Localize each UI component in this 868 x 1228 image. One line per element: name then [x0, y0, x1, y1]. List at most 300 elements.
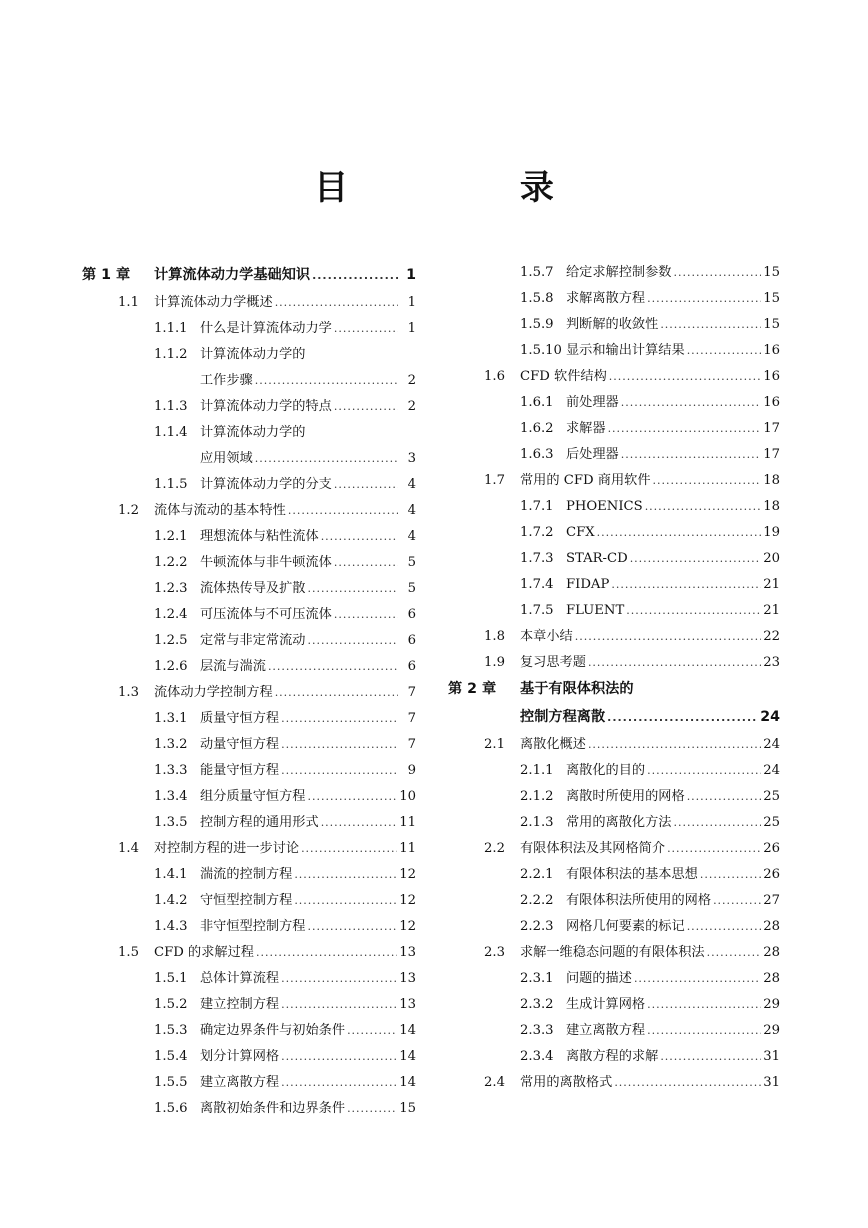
toc-leader-dots [294, 862, 397, 888]
toc-entry-page: 26 [763, 867, 780, 882]
toc-entry[interactable] [154, 914, 416, 940]
toc-entry-title: FIDAP [566, 577, 610, 592]
toc-entry[interactable] [520, 1044, 780, 1070]
toc-entry-page: 1 [407, 321, 416, 336]
toc-entry[interactable] [154, 888, 416, 914]
toc-entry-title: 有限体积法所使用的网格 [566, 893, 712, 908]
toc-entry-page: 5 [407, 581, 416, 596]
toc-leader-dots [281, 992, 397, 1018]
toc-entry-page: 12 [399, 867, 416, 882]
toc-entry[interactable] [154, 1096, 416, 1122]
toc-entry-page: 31 [763, 1075, 780, 1090]
toc-entry[interactable] [118, 680, 416, 706]
toc-entry-page: 28 [763, 945, 780, 960]
toc-leader-dots [281, 1070, 397, 1096]
toc-entry-title: 常用的 CFD 商用软件 [520, 473, 651, 488]
toc-entry-title: 常用的离散化方法 [566, 815, 672, 830]
toc-leader-dots [588, 650, 761, 676]
toc-entry[interactable] [520, 442, 780, 468]
toc-leader-dots [647, 1018, 761, 1044]
toc-entry-number: 1.2.2 [154, 555, 188, 570]
toc-entry[interactable] [484, 940, 780, 966]
toc-leader-dots [621, 442, 761, 468]
toc-entry[interactable] [484, 1070, 780, 1096]
toc-leader-dots [645, 494, 762, 520]
toc-entry-title: 本章小结 [520, 629, 573, 644]
toc-entry-number: 1.6.3 [520, 447, 554, 462]
toc-leader-dots [647, 758, 761, 784]
toc-entry-number: 1.2 [118, 503, 139, 518]
toc-leader-dots [626, 598, 761, 624]
toc-leader-dots [588, 732, 761, 758]
toc-entry[interactable] [200, 446, 416, 472]
toc-entry-title: 前处理器 [566, 395, 619, 410]
toc-entry-title: 判断解的收敛性 [566, 317, 659, 332]
toc-entry-number: 1.9 [484, 655, 505, 670]
toc-entry-page: 17 [763, 421, 780, 436]
toc-leader-dots [597, 520, 762, 546]
toc-entry-number: 1.5.10 [520, 343, 562, 358]
toc-entry[interactable] [154, 1044, 416, 1070]
toc-entry[interactable] [154, 550, 416, 576]
toc-entry-page: 2 [407, 399, 416, 414]
toc-entry-title: STAR-CD [566, 551, 628, 566]
toc-entry-page: 4 [407, 477, 416, 492]
toc-leader-dots [347, 1096, 397, 1122]
toc-leader-dots [294, 888, 397, 914]
toc-entry-page: 31 [763, 1049, 780, 1064]
toc-leader-dots [634, 966, 761, 992]
toc-entry[interactable] [118, 940, 416, 966]
toc-entry-number: 1.1.3 [154, 399, 188, 414]
toc-entry[interactable] [520, 390, 780, 416]
toc-entry-number: 1.5.6 [154, 1101, 188, 1116]
toc-entry-page: 13 [399, 945, 416, 960]
toc-entry[interactable] [154, 1070, 416, 1096]
toc-entry-title: 计算流体动力学基础知识 [154, 267, 311, 283]
toc-entry-number: 第 1 章 [82, 267, 131, 283]
toc-entry-number: 2.3 [484, 945, 505, 960]
toc-entry-number: 2.1 [484, 737, 505, 752]
toc-entry-title: 对控制方程的进一步讨论 [154, 841, 300, 856]
toc-leader-dots [288, 498, 398, 524]
toc-entry-number: 1.7 [484, 473, 505, 488]
toc-leader-dots [308, 914, 398, 940]
toc-leader-dots [713, 888, 761, 914]
toc-entry-number: 1.3.1 [154, 711, 188, 726]
toc-entry-page: 7 [407, 711, 416, 726]
toc-entry-title: 离散方程的求解 [566, 1049, 659, 1064]
toc-entry[interactable] [154, 732, 416, 758]
toc-entry[interactable] [520, 992, 780, 1018]
toc-entry-number: 第 2 章 [448, 681, 497, 697]
toc-entry-title: 后处理器 [566, 447, 619, 462]
toc-entry[interactable] [154, 1018, 416, 1044]
toc-entry-number: 1.5.4 [154, 1049, 188, 1064]
toc-leader-dots [609, 364, 761, 390]
toc-entry-page: 15 [763, 317, 780, 332]
toc-entry-page: 21 [763, 603, 780, 618]
toc-entry-page: 12 [399, 919, 416, 934]
toc-entry-number: 1.5.8 [520, 291, 554, 306]
toc-entry-title: 守恒型控制方程 [200, 893, 293, 908]
toc-entry-number: 1.4.3 [154, 919, 188, 934]
toc-entry[interactable] [520, 312, 780, 338]
toc-entry[interactable] [520, 914, 780, 940]
toc-entry-page: 22 [763, 629, 780, 644]
toc-entry-number: 2.3.2 [520, 997, 554, 1012]
toc-entry[interactable] [520, 260, 780, 286]
toc-entry-page: 15 [399, 1101, 416, 1116]
toc-right-column [448, 260, 780, 1096]
toc-entry-number: 1.4 [118, 841, 139, 856]
toc-entry[interactable] [154, 862, 416, 888]
toc-entry-page: 7 [407, 737, 416, 752]
toc-entry-page: 17 [763, 447, 780, 462]
toc-entry-page: 11 [399, 841, 416, 856]
toc-entry-number: 1.2.5 [154, 633, 188, 648]
toc-entry[interactable] [154, 602, 416, 628]
toc-entry[interactable] [520, 546, 780, 572]
toc-entry-number: 2.3.1 [520, 971, 554, 986]
toc-entry[interactable] [154, 524, 416, 550]
toc-entry[interactable] [154, 472, 416, 498]
toc-entry-title: 显示和输出计算结果 [566, 343, 685, 358]
toc-entry-page: 16 [763, 395, 780, 410]
toc-entry-title: 流体与流动的基本特性 [154, 503, 286, 518]
toc-entry-title: CFX [566, 525, 595, 540]
toc-leader-dots [321, 524, 398, 550]
toc-entry-title: 离散时所使用的网格 [566, 789, 685, 804]
toc-entry-title: 问题的描述 [566, 971, 632, 986]
toc-entry-number: 2.1.3 [520, 815, 554, 830]
toc-entry-number: 1.3.4 [154, 789, 188, 804]
toc-entry-number: 1.3 [118, 685, 139, 700]
toc-entry[interactable] [154, 784, 416, 810]
toc-entry-number: 1.2.3 [154, 581, 188, 596]
toc-entry-number: 2.2.3 [520, 919, 554, 934]
toc-entry-number: 1.4.1 [154, 867, 188, 882]
toc-leader-dots [334, 316, 398, 342]
toc-entry-page: 18 [763, 499, 780, 514]
toc-entry[interactable] [520, 1018, 780, 1044]
toc-entry-title: 控制方程的通用形式 [200, 815, 319, 830]
toc-entry-number: 1.7.1 [520, 499, 554, 514]
toc-entry-page: 14 [399, 1049, 416, 1064]
toc-entry-page: 4 [407, 529, 416, 544]
toc-entry-number: 1.1.1 [154, 321, 188, 336]
toc-entry-number: 1.3.5 [154, 815, 188, 830]
toc-entry[interactable] [484, 836, 780, 862]
toc-leader-dots [256, 940, 397, 966]
toc-leader-dots [630, 546, 762, 572]
toc-entry-title: 离散初始条件和边界条件 [200, 1101, 346, 1116]
toc-entry[interactable] [520, 598, 780, 624]
toc-entry-title: 基于有限体积法的 [520, 681, 634, 697]
toc-entry-title: 求解离散方程 [566, 291, 646, 306]
toc-entry-number: 2.4 [484, 1075, 505, 1090]
toc-entry-title: 划分计算网格 [200, 1049, 280, 1064]
toc-entry-number: 2.2.2 [520, 893, 554, 908]
toc-entry-title: 计算流体动力学的特点 [200, 399, 332, 414]
toc-entry-title: 层流与湍流 [200, 659, 266, 674]
toc-entry-title: 流体动力学控制方程 [154, 685, 273, 700]
toc-entry-title: CFD 的求解过程 [154, 945, 254, 960]
toc-entry-page: 18 [763, 473, 780, 488]
toc-entry-page: 26 [763, 841, 780, 856]
toc-entry-number: 1.5.7 [520, 265, 554, 280]
toc-entry-number: 2.1.1 [520, 763, 554, 778]
toc-entry-number: 1.7.5 [520, 603, 554, 618]
toc-leader-dots [334, 602, 398, 628]
toc-entry[interactable] [520, 784, 780, 810]
toc-entry-title: 有限体积法及其网格简介 [520, 841, 666, 856]
toc-entry-title: 建立控制方程 [200, 997, 280, 1012]
toc-entry-number: 1.7.4 [520, 577, 554, 592]
toc-entry-number: 1.3.3 [154, 763, 188, 778]
toc-entry-title: 计算流体动力学的分支 [200, 477, 332, 492]
toc-leader-dots [575, 624, 761, 650]
toc-entry-number: 1.7.2 [520, 525, 554, 540]
toc-leader-dots [667, 836, 761, 862]
toc-entry-page: 23 [763, 655, 780, 670]
toc-leader-dots [687, 338, 762, 364]
toc-entry-title: 流体热传导及扩散 [200, 581, 306, 596]
toc-entry-page: 6 [407, 659, 416, 674]
toc-entry-title: 应用领域 [200, 451, 253, 466]
toc-leader-dots [255, 446, 398, 472]
toc-leader-dots [660, 1044, 761, 1070]
toc-entry-title: 求解器 [566, 421, 606, 436]
toc-leader-dots [312, 261, 398, 291]
toc-entry-number: 1.1.2 [154, 347, 188, 362]
toc-entry-number: 1.3.2 [154, 737, 188, 752]
toc-entry-number: 2.3.4 [520, 1049, 554, 1064]
toc-entry-page: 14 [399, 1075, 416, 1090]
toc-leader-dots [621, 390, 761, 416]
toc-entry-number: 2.3.3 [520, 1023, 554, 1038]
toc-entry-page: 9 [407, 763, 416, 778]
toc-entry-page: 25 [763, 815, 780, 830]
toc-entry-title: CFD 软件结构 [520, 369, 607, 384]
toc-entry[interactable] [154, 654, 416, 680]
toc-entry-title: 有限体积法的基本思想 [566, 867, 698, 882]
toc-entry[interactable] [484, 624, 780, 650]
toc-entry[interactable] [448, 676, 780, 702]
toc-leader-dots [268, 654, 398, 680]
toc-leader-dots [674, 810, 762, 836]
toc-entry[interactable] [154, 992, 416, 1018]
toc-entry-page: 15 [763, 265, 780, 280]
toc-entry-title: 给定求解控制参数 [566, 265, 672, 280]
toc-leader-dots [700, 862, 761, 888]
toc-entry[interactable] [118, 290, 416, 316]
toc-entry[interactable] [520, 810, 780, 836]
toc-entry-number: 1.5.2 [154, 997, 188, 1012]
toc-entry-title: 网格几何要素的标记 [566, 919, 685, 934]
toc-entry-page: 5 [407, 555, 416, 570]
toc-entry-title: 理想流体与粘性流体 [200, 529, 319, 544]
toc-entry-page: 24 [763, 737, 780, 752]
toc-entry-number: 1.1.4 [154, 425, 188, 440]
toc-leader-dots [281, 758, 398, 784]
toc-entry-page: 28 [763, 971, 780, 986]
toc-entry-title: 计算流体动力学概述 [154, 295, 273, 310]
toc-entry[interactable] [520, 572, 780, 598]
toc-entry-title: 什么是计算流体动力学 [200, 321, 332, 336]
toc-entry-number: 2.2 [484, 841, 505, 856]
toc-entry[interactable] [520, 862, 780, 888]
toc-entry[interactable] [520, 416, 780, 442]
toc-entry[interactable] [200, 368, 416, 394]
toc-leader-dots [281, 732, 398, 758]
toc-entry-title: FLUENT [566, 603, 625, 618]
toc-entry-number: 1.7.3 [520, 551, 554, 566]
toc-entry-title: 离散化概述 [520, 737, 586, 752]
toc-entry-page: 27 [763, 893, 780, 908]
toc-leader-dots [281, 966, 397, 992]
toc-leader-dots [687, 784, 762, 810]
toc-entry-title: PHOENICS [566, 499, 643, 514]
toc-entry-title: 动量守恒方程 [200, 737, 280, 752]
toc-entry[interactable] [484, 650, 780, 676]
toc-entry-number: 1.6.1 [520, 395, 554, 410]
toc-entry[interactable] [520, 520, 780, 546]
toc-entry[interactable] [118, 836, 416, 862]
toc-entry[interactable] [154, 342, 416, 368]
toc-entry-page: 29 [763, 997, 780, 1012]
toc-entry[interactable] [154, 628, 416, 654]
toc-leader-dots [334, 472, 398, 498]
toc-entry[interactable] [484, 732, 780, 758]
toc-entry[interactable] [484, 364, 780, 390]
toc-entry-number: 2.2.1 [520, 867, 554, 882]
toc-entry-page: 1 [406, 267, 416, 283]
toc-leader-dots [334, 550, 398, 576]
toc-entry-page: 11 [399, 815, 416, 830]
toc-leader-dots [614, 1070, 761, 1096]
toc-entry-title: 离散化的目的 [566, 763, 646, 778]
toc-entry-number: 1.1.5 [154, 477, 188, 492]
toc-entry[interactable] [154, 758, 416, 784]
toc-entry-number: 1.5.5 [154, 1075, 188, 1090]
toc-entry-title: 计算流体动力学的 [200, 347, 306, 362]
toc-entry-title: 组分质量守恒方程 [200, 789, 306, 804]
toc-entry[interactable] [154, 966, 416, 992]
toc-entry-page: 10 [399, 789, 416, 804]
toc-entry-page: 2 [407, 373, 416, 388]
toc-entry-title: 湍流的控制方程 [200, 867, 293, 882]
page-title: 目 录 [314, 168, 634, 208]
toc-entry-number: 1.2.1 [154, 529, 188, 544]
toc-entry[interactable] [154, 316, 416, 342]
toc-leader-dots [308, 784, 398, 810]
toc-entry-title: 非守恒型控制方程 [200, 919, 306, 934]
toc-entry[interactable] [154, 394, 416, 420]
toc-entry[interactable] [82, 260, 416, 290]
toc-entry-page: 4 [407, 503, 416, 518]
toc-entry[interactable] [520, 494, 780, 520]
toc-left-column [82, 260, 416, 1122]
toc-leader-dots [660, 312, 761, 338]
toc-entry-number: 1.6 [484, 369, 505, 384]
toc-entry-title: 生成计算网格 [566, 997, 646, 1012]
toc-entry[interactable] [154, 810, 416, 836]
toc-entry[interactable] [484, 468, 780, 494]
toc-entry-number: 1.6.2 [520, 421, 554, 436]
toc-entry-page: 29 [763, 1023, 780, 1038]
toc-entry[interactable] [154, 576, 416, 602]
toc-entry[interactable] [520, 286, 780, 312]
toc-entry-page: 7 [407, 685, 416, 700]
toc-entry-page: 20 [763, 551, 780, 566]
toc-leader-dots [281, 706, 398, 732]
toc-entry-page: 14 [399, 1023, 416, 1038]
toc-leader-dots [707, 940, 762, 966]
toc-leader-dots [255, 368, 398, 394]
toc-entry[interactable] [520, 702, 780, 732]
toc-entry-title: 可压流体与不可压流体 [200, 607, 332, 622]
toc-entry-title: 确定边界条件与初始条件 [200, 1023, 346, 1038]
toc-entry-number: 1.2.4 [154, 607, 188, 622]
toc-leader-dots [674, 260, 762, 286]
toc-entry-page: 13 [399, 997, 416, 1012]
toc-entry-title: 总体计算流程 [200, 971, 280, 986]
toc-entry-page: 3 [407, 451, 416, 466]
toc-entry-number: 1.2.6 [154, 659, 188, 674]
toc-entry-page: 6 [407, 633, 416, 648]
toc-entry[interactable] [520, 338, 780, 364]
toc-leader-dots [611, 572, 761, 598]
toc-entry[interactable] [520, 888, 780, 914]
toc-entry[interactable] [118, 498, 416, 524]
toc-entry-page: 16 [763, 343, 780, 358]
toc-entry-number: 1.8 [484, 629, 505, 644]
toc-entry-title: 定常与非定常流动 [200, 633, 306, 648]
toc-entry-title: 控制方程离散 [520, 709, 606, 725]
toc-entry-page: 21 [763, 577, 780, 592]
toc-entry-title: 常用的离散格式 [520, 1075, 613, 1090]
toc-entry-title: 计算流体动力学的 [200, 425, 306, 440]
toc-leader-dots [608, 416, 762, 442]
toc-entry[interactable] [154, 420, 416, 446]
toc-entry-page: 12 [399, 893, 416, 908]
toc-entry-page: 24 [763, 763, 780, 778]
toc-entry[interactable] [520, 758, 780, 784]
toc-entry-number: 2.1.2 [520, 789, 554, 804]
toc-entry-page: 19 [763, 525, 780, 540]
toc-entry-title: 工作步骤 [200, 373, 253, 388]
toc-leader-dots [647, 286, 761, 312]
toc-entry-title: 能量守恒方程 [200, 763, 280, 778]
toc-entry[interactable] [154, 706, 416, 732]
toc-leader-dots [281, 1044, 397, 1070]
toc-leader-dots [275, 290, 398, 316]
toc-entry-page: 1 [407, 295, 416, 310]
toc-entry-title: 求解一维稳态问题的有限体积法 [520, 945, 705, 960]
toc-leader-dots [308, 576, 399, 602]
toc-leader-dots [334, 394, 398, 420]
toc-entry[interactable] [520, 966, 780, 992]
toc-entry-number: 1.4.2 [154, 893, 188, 908]
toc-entry-page: 24 [760, 709, 780, 725]
toc-entry-page: 13 [399, 971, 416, 986]
toc-entry-title: 牛顿流体与非牛顿流体 [200, 555, 332, 570]
toc-entry-title: 建立离散方程 [566, 1023, 646, 1038]
toc-leader-dots [275, 680, 398, 706]
toc-leader-dots [301, 836, 397, 862]
toc-leader-dots [347, 1018, 397, 1044]
